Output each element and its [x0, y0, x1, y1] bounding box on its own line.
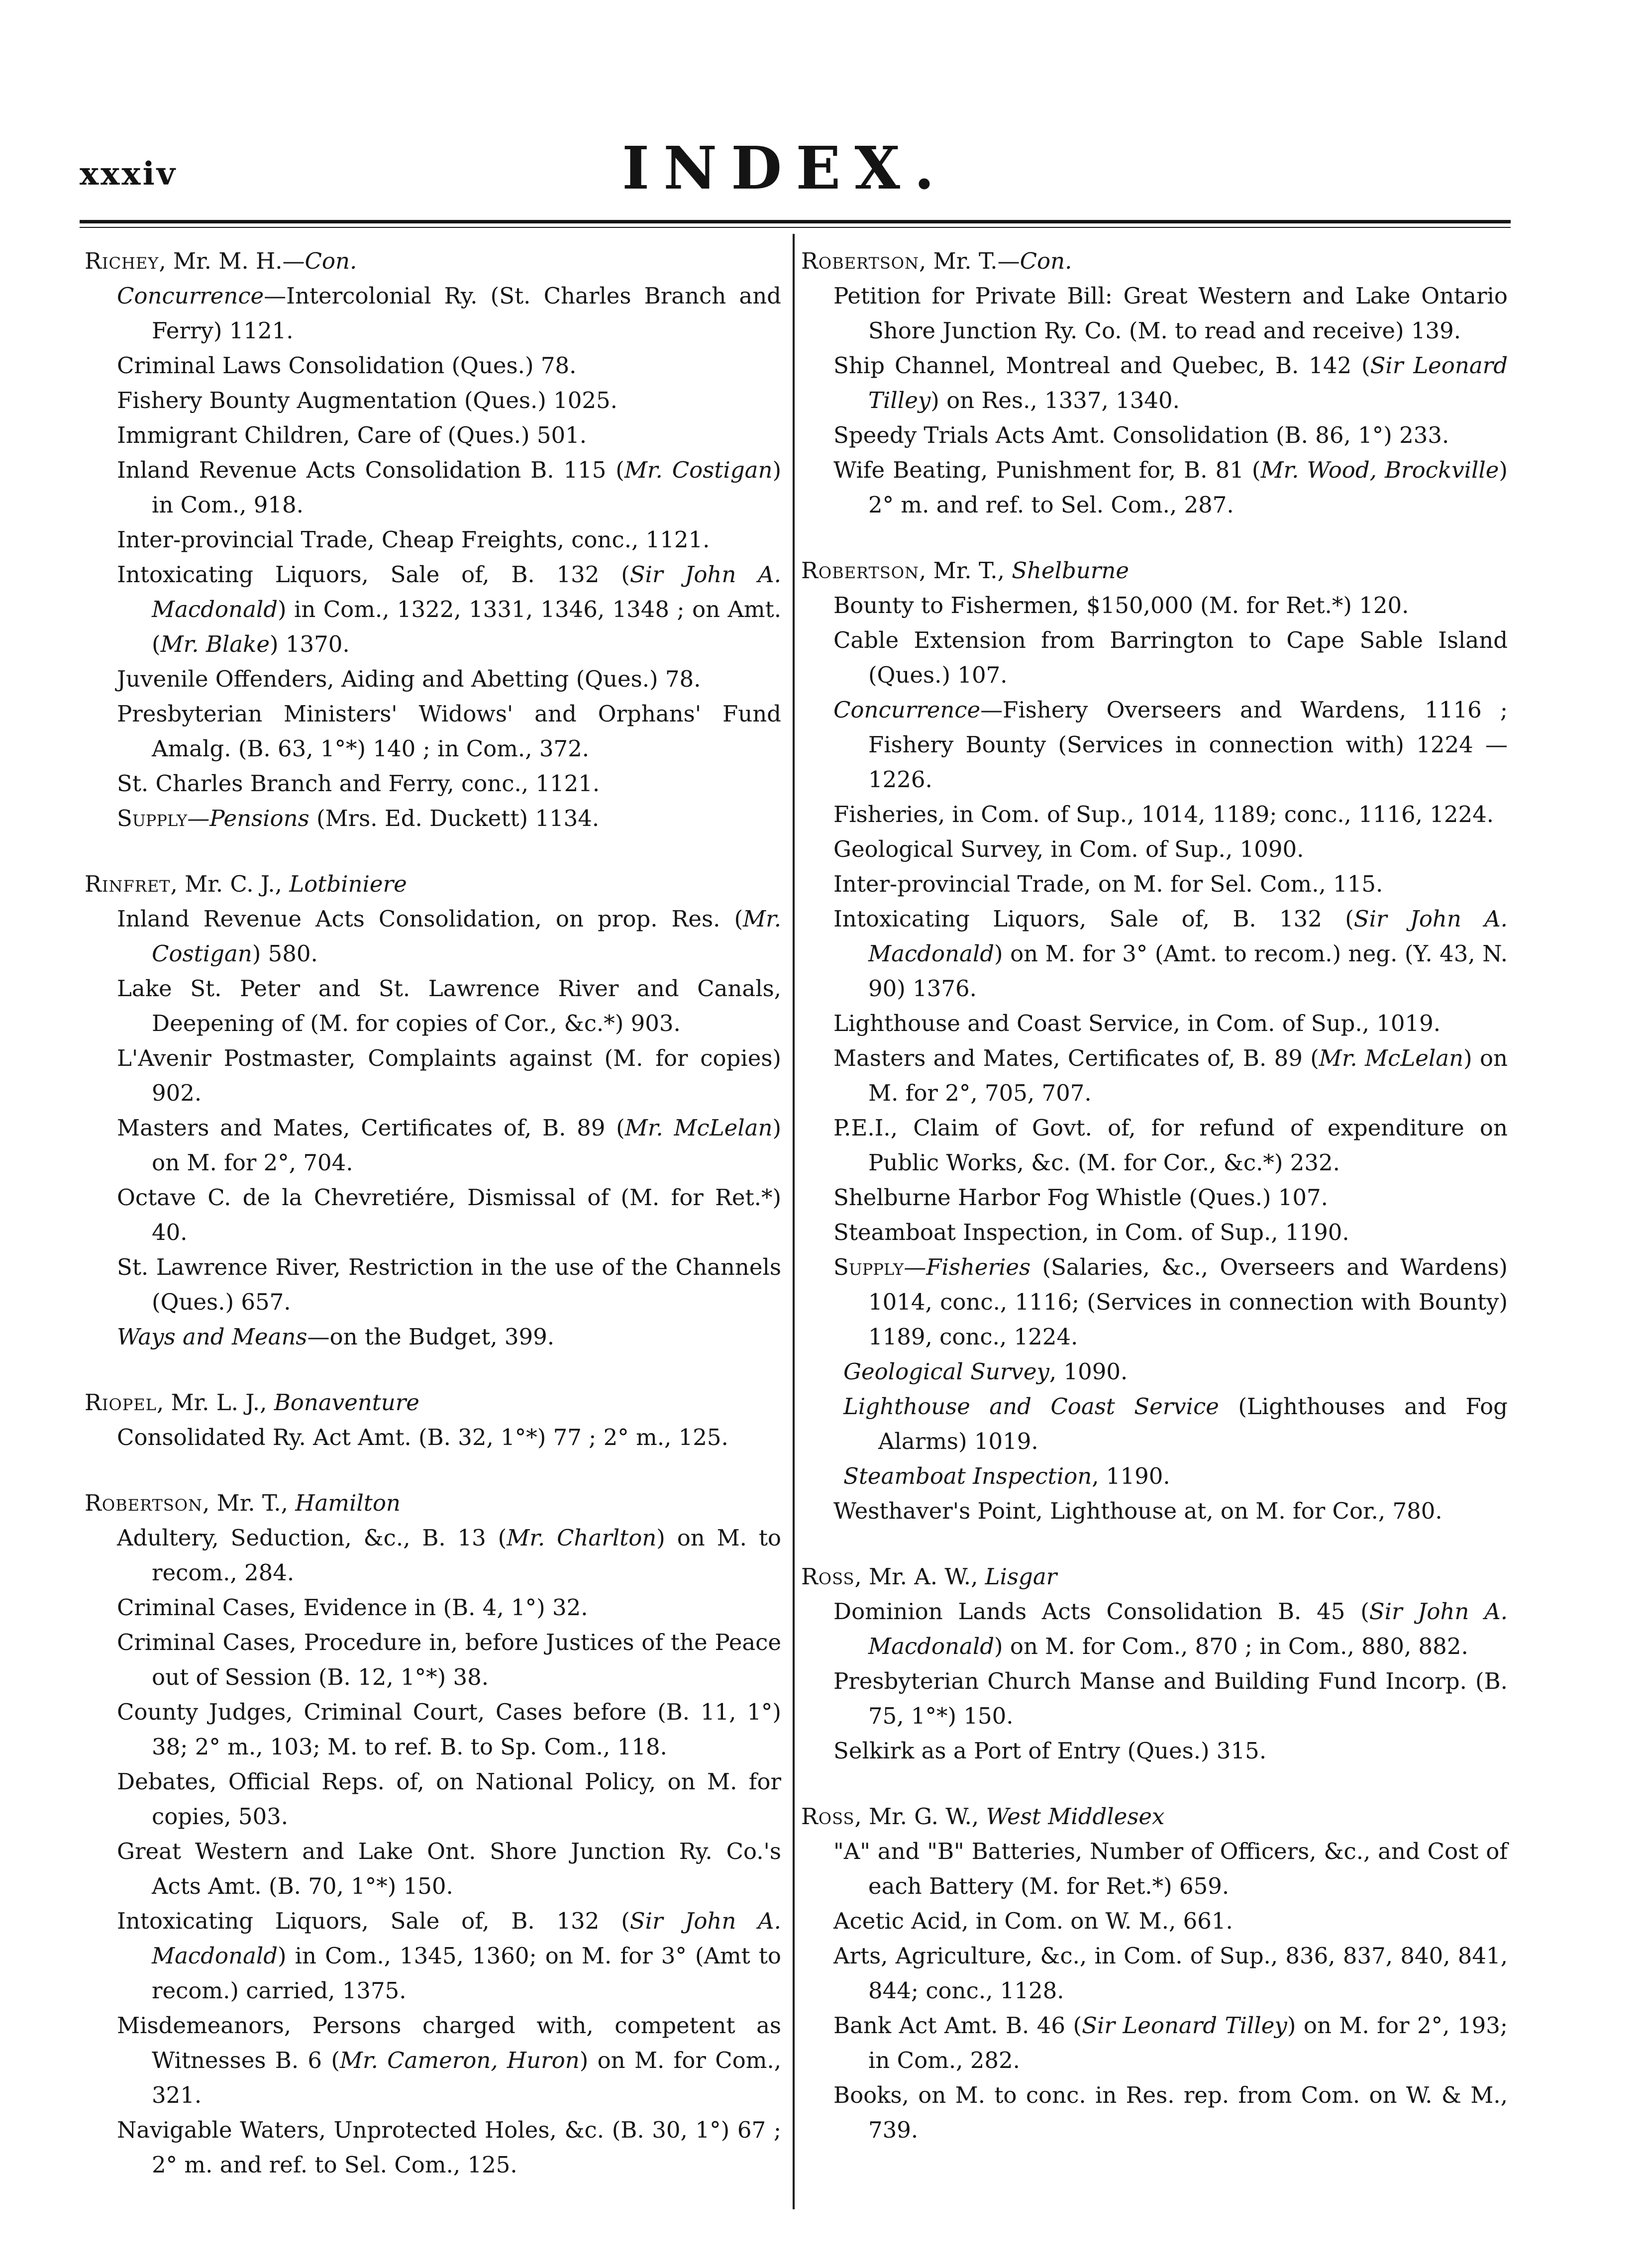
index-subentry — [801, 588, 1508, 623]
subentry-text: Navigable Waters, Unprotected Holes, &c. (B. 30, 1°) 67 ; 2° m. and ref. to Sel. Com., 125. — [117, 2117, 781, 2178]
subentry-text: ) on M. for 2°, 193; in Com., 282. — [868, 2012, 1508, 2073]
index-subentry — [801, 902, 1508, 1006]
subentry-text: Bounty to Fishermen, $150,000 (M. for Ret.*) 120. — [833, 592, 1409, 619]
index-subentry — [85, 453, 781, 522]
subentry-text: County Judges, Criminal Court, Cases before (B. 11, 1°) 38; 2° m., 103; M. to ref. B. to Sp. Com., 118. — [117, 1699, 781, 1760]
index-subentry — [85, 2113, 781, 2182]
index-subentry — [85, 418, 781, 453]
index-subentry — [801, 693, 1508, 797]
subentry-text: Intoxicating Liquors, Sale of, B. 132 ( — [833, 906, 1354, 932]
subentry-text: Criminal Cases, Evidence in (B. 4, 1°) 32. — [117, 1594, 588, 1621]
left-column — [85, 244, 781, 2213]
member-name: Riopel — [85, 1389, 157, 1416]
index-entry — [85, 1385, 781, 1455]
member-prefix: , Mr. A. W., — [854, 1563, 985, 1590]
index-subentry — [85, 1834, 781, 1904]
subentry-text: ) on Res., 1337, 1340. — [930, 387, 1180, 413]
subentry-text: Acetic Acid, in Com. on W. M., 661. — [833, 1908, 1233, 1934]
index-entry — [85, 1486, 781, 2182]
subentry-text: —Intercolonial Ry. (St. Charles Branch and Ferry) 1121. — [152, 283, 781, 344]
subentry-text: ) 580. — [252, 940, 318, 967]
index-subentry — [85, 971, 781, 1041]
subentry-text: L'Avenir Postmaster, Complaints against (M. for copies) 902. — [117, 1045, 781, 1106]
index-subentry — [85, 1695, 781, 1764]
subentry-text: Masters and Mates, Certificates of, B. 89 ( — [117, 1115, 625, 1141]
index-subentry — [85, 383, 781, 418]
index-subentry — [85, 1111, 781, 1180]
column-divider — [793, 234, 795, 2209]
subentry-text: ) on M. for 2°, 704. — [152, 1115, 782, 1176]
member-heading — [801, 1799, 1508, 1834]
index-subentry — [85, 2008, 781, 2113]
subentry-lead-italic: Ways and Means — [117, 1324, 308, 1350]
index-entry — [801, 553, 1508, 1529]
member-constituency: Lotbiniere — [289, 871, 407, 897]
index-subentry — [85, 902, 781, 971]
member-prefix: , Mr. T., — [919, 557, 1012, 584]
subentry-text: Inland Revenue Acts Consolidation, on prop. Res. ( — [117, 906, 743, 932]
subentry-sponsor: Sir Leonard Tilley — [1082, 2012, 1287, 2039]
subentry-text: Petition for Private Bill: Great Western and Lake Ontario Shore Junction Ry. Co. (M. to read and receive) 139. — [833, 283, 1508, 344]
index-subentry — [85, 1320, 781, 1354]
subentry-text: Misdemeanors, Persons charged with, competent as Witnesses B. 6 ( — [117, 2012, 781, 2073]
subentry-text: Speedy Trials Acts Amt. Consolidation (B. 86, 1°) 233. — [833, 422, 1449, 448]
subentry-text: Masters and Mates, Certificates of, B. 89 ( — [833, 1045, 1319, 1071]
index-subentry — [801, 2078, 1508, 2148]
subentry-text: Selkirk as a Port of Entry (Ques.) 315. — [833, 1738, 1267, 1764]
subentry-text: Criminal Laws Consolidation (Ques.) 78. — [117, 352, 577, 379]
subentry-text: St. Charles Branch and Ferry, conc., 1121. — [117, 770, 600, 797]
index-subentry — [801, 623, 1508, 693]
subentry-lead-italic: Geological Survey — [843, 1358, 1049, 1385]
index-subentry — [85, 1764, 781, 1834]
subentry-text: Great Western and Lake Ont. Shore Junction Ry. Co.'s Acts Amt. (B. 70, 1°*) 150. — [117, 1838, 781, 1899]
index-subentry — [801, 797, 1508, 832]
subentry-text: Westhaver's Point, Lighthouse at, on M. for Cor., 780. — [833, 1498, 1442, 1524]
index-subentry — [801, 1111, 1508, 1180]
member-heading — [85, 1486, 781, 1521]
index-subentry — [85, 766, 781, 801]
subentry-lead-smallcaps: Supply — [833, 1254, 904, 1280]
subentry-text: Fisheries, in Com. of Sup., 1014, 1189; conc., 1116, 1224. — [833, 801, 1494, 827]
index-subentry — [85, 557, 781, 662]
header-rule-thin — [80, 227, 1511, 228]
subentry-text: Wife Beating, Punishment for, B. 81 ( — [833, 457, 1261, 483]
subentry-sponsor: Mr. Costigan — [152, 906, 781, 967]
index-entry — [801, 1799, 1508, 2148]
member-name: Robertson — [801, 557, 920, 584]
subentry-text: Geological Survey, in Com. of Sup., 1090. — [833, 836, 1304, 862]
right-column — [801, 244, 1508, 2178]
subentry-text: ) on M. for Com., 321. — [152, 2047, 781, 2108]
index-subentry — [801, 1215, 1508, 1250]
index-subentry — [85, 1521, 781, 1590]
subentry-text: ) 1370. — [270, 631, 350, 657]
subentry-sponsor: Sir John A. Macdonald — [868, 906, 1508, 967]
subentry-sponsor: Mr. Charlton — [507, 1525, 657, 1551]
subentry-text: ) in Com., 1322, 1331, 1346, 1348 ; on Amt. ( — [152, 596, 781, 657]
member-constituency: Bonaventure — [274, 1389, 419, 1416]
subentry-text: Lighthouse and Coast Service, in Com. of Sup., 1019. — [833, 1010, 1441, 1036]
subentry-text: Inter-provincial Trade, on M. for Sel. Com., 115. — [833, 871, 1383, 897]
subentry-text: Presbyterian Church Manse and Building Fund Incorp. (B. 75, 1°*) 150. — [833, 1668, 1508, 1729]
subentry-lead-italic: Concurrence — [117, 283, 264, 309]
subentry-text: Immigrant Children, Care of (Ques.) 501. — [117, 422, 587, 448]
subentry-sponsor: Sir John A. Macdonald — [152, 1908, 781, 1969]
subentry-text: ) 2° m. and ref. to Sel. Com., 287. — [868, 457, 1508, 518]
subentry-text: ) in Com., 918. — [152, 457, 782, 518]
subentry-text: Ship Channel, Montreal and Quebec, B. 142 ( — [833, 352, 1370, 379]
index-subentry — [85, 1625, 781, 1695]
index-subentry — [801, 1494, 1508, 1529]
subentry-text: Debates, Official Reps. of, on National Policy, on M. for copies, 503. — [117, 1768, 781, 1830]
subentry-text: Intoxicating Liquors, Sale of, B. 132 ( — [117, 1908, 630, 1934]
index-subentry — [801, 453, 1508, 522]
member-name: Ross — [801, 1563, 855, 1590]
index-subentry — [85, 348, 781, 383]
index-subentry — [801, 832, 1508, 867]
subentry-sponsor: Mr. McLelan — [1319, 1045, 1464, 1071]
index-entry — [85, 244, 781, 836]
subentry-sponsor: Mr. McLelan — [624, 1115, 773, 1141]
subentry-text: Cable Extension from Barrington to Cape Sable Island (Ques.) 107. — [833, 627, 1508, 688]
index-subentry — [801, 867, 1508, 902]
subentry-text: ) on M. to recom., 284. — [152, 1525, 781, 1586]
header-rule-thick — [80, 220, 1511, 223]
subentry-text: , 1090. — [1049, 1358, 1128, 1385]
subentry-sponsor: Sir John A. Macdonald — [152, 561, 781, 622]
index-subentry — [801, 1389, 1508, 1459]
index-subentry — [801, 418, 1508, 453]
index-subentry — [85, 279, 781, 348]
subentry-text: Books, on M. to conc. in Res. rep. from Com. on W. & M., 739. — [833, 2082, 1508, 2143]
subentry-lead-smallcaps: Supply — [117, 805, 188, 831]
subentry-text: Octave C. de la Chevretiére, Dismissal of (M. for Ret.*) 40. — [117, 1184, 781, 1245]
subentry-lead-italic: —Pensions — [187, 805, 309, 831]
member-constituency: West Middlesex — [986, 1803, 1165, 1830]
member-constituency: Con. — [305, 248, 357, 274]
member-name: Ross — [801, 1803, 855, 1830]
index-subentry — [85, 1590, 781, 1625]
subentry-text: ) on M. for 2°, 705, 707. — [868, 1045, 1508, 1106]
subentry-text: ) in Com., 1345, 1360; on M. for 3° (Amt to recom.) carried, 1375. — [152, 1943, 781, 2004]
subentry-text: Inland Revenue Acts Consolidation B. 115 ( — [117, 457, 624, 483]
subentry-lead-italic: Lighthouse and Coast Service — [843, 1393, 1219, 1420]
index-subentry — [85, 1250, 781, 1320]
subentry-text: (Salaries, &c., Overseers and Wardens) 1014, conc., 1116; (Services in connection with Bounty) 1189, conc., 1224. — [868, 1254, 1508, 1350]
member-heading — [801, 244, 1508, 279]
subentry-text: (Lighthouses and Fog Alarms) 1019. — [878, 1393, 1508, 1454]
index-subentry — [801, 1180, 1508, 1215]
subentry-text: Presbyterian Ministers' Widows' and Orphans' Fund Amalg. (B. 63, 1°*) 140 ; in Com., 372. — [117, 701, 781, 762]
index-entry — [85, 867, 781, 1354]
index-subentry — [801, 2008, 1508, 2078]
member-prefix: , Mr. L. J., — [156, 1389, 274, 1416]
member-constituency: Hamilton — [295, 1490, 401, 1516]
subentry-sponsor: Sir Leonard Tilley — [868, 352, 1508, 413]
subentry-sponsor: Mr. Cameron, Huron — [339, 2047, 580, 2073]
index-subentry — [801, 1734, 1508, 1768]
member-heading — [85, 867, 781, 902]
subentry-sponsor: Mr. Wood, Brockville — [1260, 457, 1499, 483]
index-subentry — [85, 1180, 781, 1250]
subentry-text: ) on M. for Com., 870 ; in Com., 880, 882. — [994, 1633, 1468, 1659]
subentry-text: (Mrs. Ed. Duckett) 1134. — [309, 805, 600, 831]
subentry-text: Consolidated Ry. Act Amt. (B. 32, 1°*) 77 ; 2° m., 125. — [117, 1424, 728, 1450]
member-heading — [85, 244, 781, 279]
subentry-sponsor: Mr. Costigan — [624, 457, 773, 483]
subentry-lead-italic: Steamboat Inspection — [843, 1463, 1092, 1489]
subentry-text: , 1190. — [1092, 1463, 1170, 1489]
member-prefix: , Mr. C. J., — [170, 871, 290, 897]
index-subentry — [801, 1664, 1508, 1734]
member-name: Richey — [85, 248, 159, 274]
page-title: INDEX. — [622, 133, 948, 203]
member-prefix: , Mr. T., — [203, 1490, 296, 1516]
subentry-lead-italic: —Fisheries — [904, 1254, 1031, 1280]
subentry-text: Criminal Cases, Procedure in, before Justices of the Peace out of Session (B. 12, 1°*) 38. — [117, 1629, 781, 1690]
index-subentry — [801, 348, 1508, 418]
index-subentry — [801, 1354, 1508, 1389]
member-prefix: , Mr. T.— — [919, 248, 1020, 274]
member-name: Robertson — [801, 248, 920, 274]
subentry-text: P.E.I., Claim of Govt. of, for refund of expenditure on Public Works, &c. (M. for Cor., &c.*) 232. — [833, 1115, 1508, 1176]
index-subentry — [801, 1041, 1508, 1111]
subentry-lead-italic: Concurrence — [833, 697, 981, 723]
subentry-text: "A" and "B" Batteries, Number of Officers, &c., and Cost of each Battery (M. for Ret.*) 659. — [833, 1838, 1508, 1899]
member-heading — [801, 553, 1508, 588]
member-heading — [801, 1559, 1508, 1594]
subentry-text: Lake St. Peter and St. Lawrence River and Canals, Deepening of (M. for copies of Cor., &c.*) 903. — [117, 975, 781, 1036]
index-subentry — [85, 1420, 781, 1455]
subentry-text: Intoxicating Liquors, Sale of, B. 132 ( — [117, 561, 630, 588]
subentry-sponsor: Sir John A. Macdonald — [868, 1598, 1508, 1659]
index-subentry — [85, 522, 781, 557]
subentry-text: Dominion Lands Acts Consolidation B. 45 ( — [833, 1598, 1369, 1625]
index-subentry — [801, 1594, 1508, 1664]
index-subentry — [85, 1041, 781, 1111]
subentry-text: St. Lawrence River, Restriction in the use of the Channels (Ques.) 657. — [117, 1254, 781, 1315]
index-subentry — [801, 1250, 1508, 1354]
index-subentry — [801, 279, 1508, 348]
subentry-text: Juvenile Offenders, Aiding and Abetting (Ques.) 78. — [117, 666, 701, 692]
subentry-text: Fishery Bounty Augmentation (Ques.) 1025. — [117, 387, 617, 413]
index-subentry — [801, 1904, 1508, 1939]
index-entry — [801, 1559, 1508, 1768]
index-subentry — [801, 1006, 1508, 1041]
subentry-sponsor: Mr. Blake — [160, 631, 270, 657]
member-constituency: Con. — [1020, 248, 1072, 274]
index-subentry — [85, 1904, 781, 2008]
index-subentry — [85, 662, 781, 697]
index-entry — [801, 244, 1508, 522]
index-subentry — [85, 801, 781, 836]
page-folio: xxxiv — [80, 155, 177, 193]
index-subentry — [801, 1834, 1508, 1904]
member-prefix: , Mr. M. H.— — [159, 248, 305, 274]
member-prefix: , Mr. G. W., — [854, 1803, 986, 1830]
subentry-text: —Fishery Overseers and Wardens, 1116 ; Fishery Bounty (Services in connection with) 1224 —1226. — [868, 697, 1508, 793]
subentry-text: Steamboat Inspection, in Com. of Sup., 1190. — [833, 1219, 1349, 1245]
member-name: Robertson — [85, 1490, 203, 1516]
index-subentry — [85, 697, 781, 766]
subentry-text: —on the Budget, 399. — [307, 1324, 555, 1350]
member-constituency: Shelburne — [1012, 557, 1129, 584]
subentry-text: Arts, Agriculture, &c., in Com. of Sup., 836, 837, 840, 841, 844; conc., 1128. — [833, 1943, 1508, 2004]
member-constituency: Lisgar — [985, 1563, 1057, 1590]
subentry-text: Inter-provincial Trade, Cheap Freights, conc., 1121. — [117, 526, 710, 553]
index-subentry — [801, 1939, 1508, 2008]
subentry-text: ) on M. for 3° (Amt. to recom.) neg. (Y. 43, N. 90) 1376. — [868, 940, 1508, 1002]
subentry-text: Shelburne Harbor Fog Whistle (Ques.) 107. — [833, 1184, 1328, 1211]
subentry-text: Adultery, Seduction, &c., B. 13 ( — [117, 1525, 507, 1551]
index-subentry — [801, 1459, 1508, 1494]
member-name: Rinfret — [85, 871, 171, 897]
member-heading — [85, 1385, 781, 1420]
subentry-text: Bank Act Amt. B. 46 ( — [833, 2012, 1082, 2039]
